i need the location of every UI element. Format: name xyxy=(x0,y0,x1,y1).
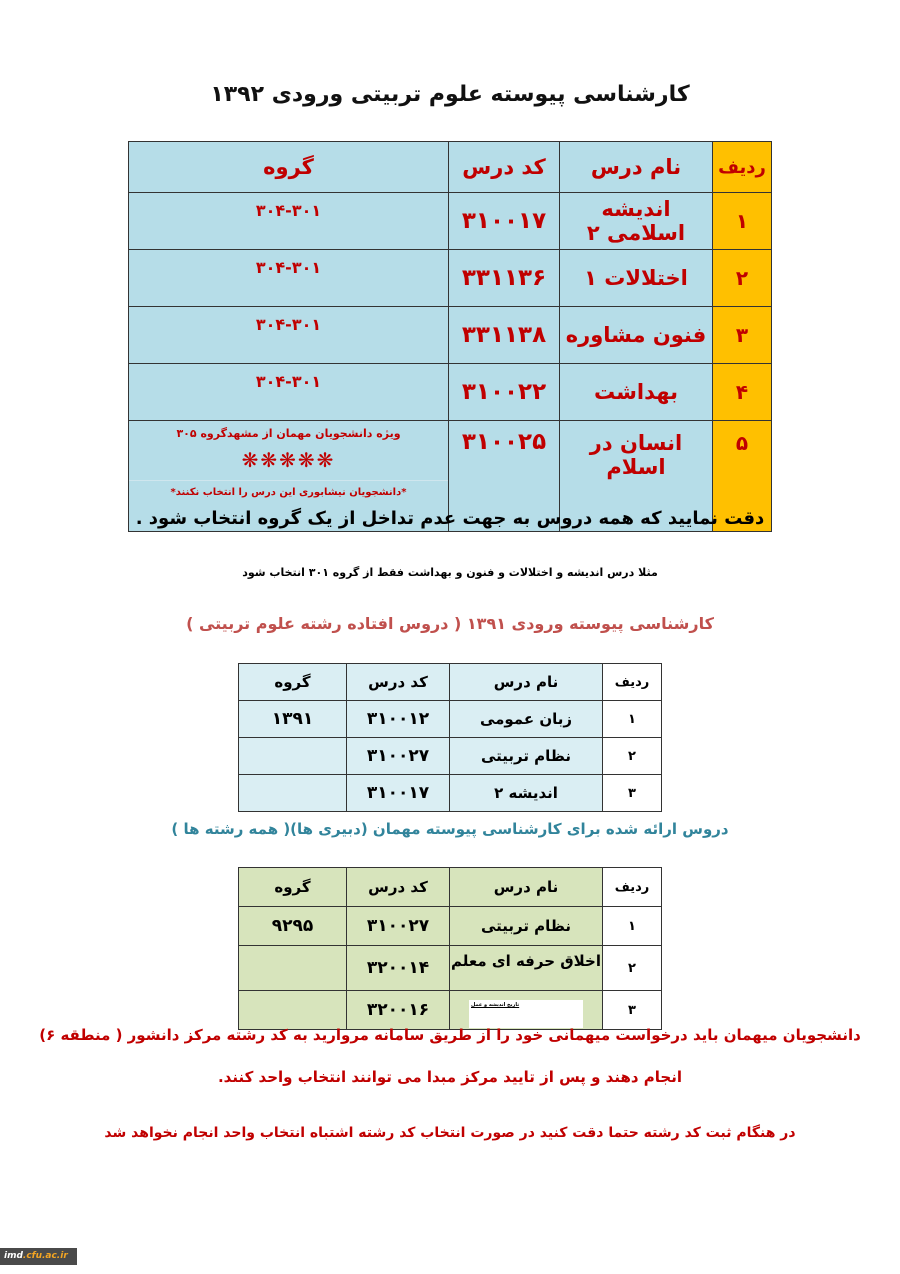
table-header-row xyxy=(239,868,662,907)
header-course-code: کد درس xyxy=(347,868,450,907)
header-group: گروه xyxy=(239,868,347,907)
row-index: ۴ xyxy=(713,364,772,421)
row-index: ۲ xyxy=(603,738,662,775)
guest-warning-line2: انجام دهند و پس از تایید مرکز مبدا می توانند انتخاب واحد کنند. xyxy=(217,1068,683,1086)
row-index: ۲ xyxy=(603,946,662,991)
row-index: ۱ xyxy=(713,193,772,250)
main-course-table xyxy=(128,141,772,532)
header-index: ردیف xyxy=(603,664,662,701)
course-code: ۳۱۰۰۲۷ xyxy=(347,907,450,946)
course-name: فنون مشاوره xyxy=(560,307,713,364)
course-group: ۹۲۹۵ xyxy=(239,907,347,946)
course-group: ۱۳۹۱ xyxy=(239,701,347,738)
course-name: اختلالات ۱ xyxy=(560,250,713,307)
course-name: بهداشت xyxy=(560,364,713,421)
header-course-name: نام درس xyxy=(560,142,713,193)
course-group: ۳۰۴-۳۰۱ xyxy=(129,250,449,307)
table-row xyxy=(129,364,772,421)
section2-title: کارشناسی پیوسته ورودی ۱۳۹۱ ( دروس افتاده رشته علوم تربیتی ) xyxy=(186,614,714,633)
row-index: ۳ xyxy=(713,307,772,364)
row-index: ۱ xyxy=(603,701,662,738)
watermark-part1: imd xyxy=(4,1251,23,1261)
neyshabur-warning-note: *دانشجویان نیشابوری این درس را انتخاب نکنند* xyxy=(129,480,448,498)
course-group xyxy=(239,991,347,1030)
table-header-row xyxy=(239,664,662,701)
header-group: گروه xyxy=(129,142,449,193)
course-code: ۳۱۰۰۲۲ xyxy=(449,364,560,421)
table-row xyxy=(129,307,772,364)
course-name: اندیشه اسلامی ۲ xyxy=(560,193,713,250)
course-name: انسان در اسلام xyxy=(560,421,713,532)
course-code: ۳۲۰۰۱۶ xyxy=(347,991,450,1030)
table-row xyxy=(239,775,662,812)
table-header-row xyxy=(129,142,772,193)
table-row xyxy=(239,946,662,991)
header-index: ردیف xyxy=(603,868,662,907)
section3-title: دروس ارائه شده برای کارشناسی پیوسته مهمان (دبیری ها)( همه رشته ها ) xyxy=(171,820,729,838)
course-group: ۳۰۴-۳۰۱ xyxy=(129,307,449,364)
course-group xyxy=(239,738,347,775)
table-row xyxy=(129,250,772,307)
course-name: تاریخ اندیشه و عمل xyxy=(469,1000,583,1028)
header-course-code: کد درس xyxy=(449,142,560,193)
course-group: ۳۰۴-۳۰۱ xyxy=(129,364,449,421)
course-group: ۳۰۴-۳۰۱ xyxy=(129,193,449,250)
row-index: ۳ xyxy=(603,775,662,812)
header-course-code: کد درس xyxy=(347,664,450,701)
row-index: ۳ xyxy=(603,991,662,1030)
row-index: ۲ xyxy=(713,250,772,307)
header-index: ردیف xyxy=(713,142,772,193)
course-code: ۳۱۰۰۱۷ xyxy=(347,775,450,812)
course-code: ۳۳۱۱۳۶ xyxy=(449,250,560,307)
section2-table xyxy=(238,663,662,812)
course-code: ۳۳۱۱۳۸ xyxy=(449,307,560,364)
table-row xyxy=(239,701,662,738)
course-group xyxy=(239,946,347,991)
stars-decoration: ❋❋❋❋❋ xyxy=(241,448,336,472)
course-name: اخلاق حرفه ای معلم xyxy=(450,946,603,991)
site-watermark xyxy=(0,1248,77,1265)
course-name-cell xyxy=(450,991,603,1030)
course-code: ۳۱۰۰۱۷ xyxy=(449,193,560,250)
code-warning: در هنگام ثبت کد رشته حتما دقت کنید در صورت انتخاب کد رشته اشتباه انتخاب واحد انجام نخواهد شد xyxy=(104,1125,796,1141)
row-index: ۵ xyxy=(713,421,772,532)
header-course-name: نام درس xyxy=(450,868,603,907)
notice-main: دقت نمایید که همه دروس به جهت عدم تداخل از یک گروه انتخاب شود . xyxy=(135,508,765,529)
course-name: نظام تربیتی xyxy=(450,738,603,775)
course-name: اندیشه ۲ xyxy=(450,775,603,812)
guest-students-note: ویژه دانشجویان مهمان از مشهدگروه ۳۰۵ xyxy=(176,427,401,440)
row-index: ۱ xyxy=(603,907,662,946)
header-group: گروه xyxy=(239,664,347,701)
course-name: زبان عمومی xyxy=(450,701,603,738)
course-code: ۳۲۰۰۱۴ xyxy=(347,946,450,991)
section3-table xyxy=(238,867,662,1030)
course-code: ۳۱۰۰۲۷ xyxy=(347,738,450,775)
page-title: کارشناسی پیوسته علوم تربیتی ورودی ۱۳۹۲ xyxy=(210,82,690,107)
notice-example: مثلا درس اندیشه و اختلالات و فنون و بهداشت فقط از گروه ۳۰۱ انتخاب شود xyxy=(242,566,658,579)
watermark-part2: .cfu.ac.ir xyxy=(22,1251,68,1261)
course-code: ۳۱۰۰۲۵ xyxy=(449,421,560,532)
course-name: نظام تربیتی xyxy=(450,907,603,946)
table-row xyxy=(239,738,662,775)
table-row xyxy=(239,991,662,1030)
table-row xyxy=(239,907,662,946)
header-course-name: نام درس xyxy=(450,664,603,701)
course-group xyxy=(239,775,347,812)
course-code: ۳۱۰۰۱۲ xyxy=(347,701,450,738)
guest-warning-line1: دانشجویان میهمان باید درخواست میهمانی خود را از طریق سامانه مروارید به کد رشته مرکز دانشور ( منطقه ۶) xyxy=(39,1026,861,1044)
table-row xyxy=(129,193,772,250)
